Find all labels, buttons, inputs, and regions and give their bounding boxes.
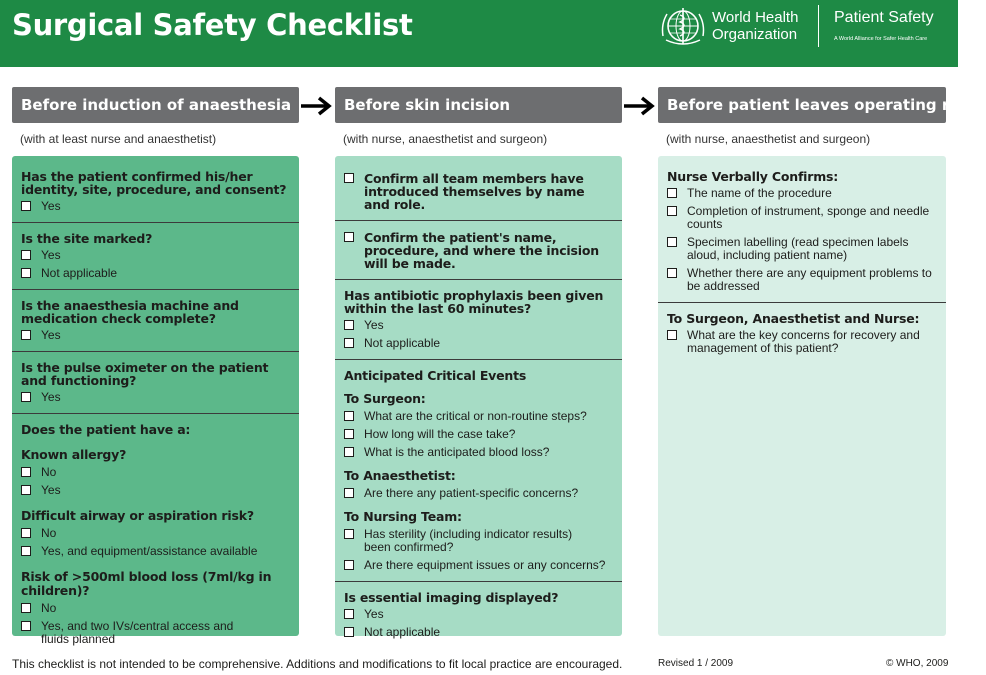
sub-question: Known allergy? — [21, 447, 127, 462]
checkbox[interactable] — [344, 232, 354, 242]
sign-out-panel — [658, 156, 946, 636]
checkbox[interactable] — [344, 338, 354, 348]
checkbox[interactable] — [667, 237, 677, 247]
question: Does the patient have a: — [21, 422, 191, 437]
checklist-section — [335, 582, 622, 648]
footer-note: This checklist is not intended to be comprehensive. Additions and modifications to fit local practice are encouraged. — [12, 657, 623, 671]
checkbox[interactable] — [21, 467, 31, 477]
checkbox[interactable] — [344, 320, 354, 330]
question: Is the pulse oximeter on the patient and functioning? — [21, 360, 269, 388]
checkbox[interactable] — [344, 488, 354, 498]
checkbox[interactable] — [21, 603, 31, 613]
question: Is the site marked? — [21, 231, 153, 246]
checklist-item[interactable]: Not applicable — [344, 337, 614, 350]
checklist-item[interactable]: What is the anticipated blood loss? — [344, 446, 614, 459]
checklist-item[interactable]: What are the critical or non-routine steps? — [344, 410, 614, 423]
sign-in-panel — [12, 156, 299, 646]
checklist-item[interactable]: Are there any patient-specific concerns? — [344, 487, 614, 500]
checkbox[interactable] — [21, 621, 31, 631]
checklist-section — [12, 290, 299, 352]
checklist-item[interactable]: Completion of instrument, sponge and needle counts — [667, 205, 938, 231]
phase-heading-1: Before induction of anaesthesia — [12, 87, 299, 123]
checklist-item[interactable]: Not applicable — [21, 267, 291, 280]
checkbox[interactable] — [21, 268, 31, 278]
checkbox[interactable] — [667, 206, 677, 216]
checkbox[interactable] — [21, 392, 31, 402]
question: Is the anaesthesia machine and medication check complete? — [21, 298, 239, 326]
checklist-item[interactable]: Yes — [21, 329, 291, 342]
checklist-item[interactable]: Specimen labelling (read specimen labels aloud, including patient name) — [667, 236, 938, 262]
revision-label: Revised 1 / 2009 — [658, 658, 734, 669]
checkbox[interactable] — [344, 447, 354, 457]
checklist-section — [658, 156, 946, 303]
checkbox[interactable] — [667, 268, 677, 278]
checklist-item[interactable]: Not applicable — [344, 626, 614, 639]
checkbox[interactable] — [21, 330, 31, 340]
checkbox[interactable] — [21, 201, 31, 211]
question: Is essential imaging displayed? — [344, 590, 559, 605]
checklist-item[interactable]: Yes — [344, 608, 614, 621]
checkbox[interactable] — [21, 546, 31, 556]
phase-subtitle-1: (with at least nurse and anaesthetist) — [20, 132, 217, 146]
checklist-item[interactable]: What are the key concerns for recovery and management of this patient? — [667, 329, 938, 355]
copyright-label: © WHO, 2009 — [886, 658, 949, 669]
checkbox[interactable] — [344, 411, 354, 421]
checkbox[interactable] — [344, 429, 354, 439]
question: Nurse Verbally Confirms: — [667, 169, 839, 184]
checklist-section — [335, 221, 622, 280]
checklist-section — [12, 414, 299, 655]
checklist-item[interactable]: Confirm all team members have introduced themselves by name and role. — [344, 172, 614, 211]
checklist-item[interactable]: Yes — [21, 249, 291, 262]
checkbox[interactable] — [344, 609, 354, 619]
checklist-section — [335, 156, 622, 221]
phase-heading-3: Before patient leaves operating room — [658, 87, 946, 123]
question: To Surgeon, Anaesthetist and Nurse: — [667, 311, 920, 326]
checkbox[interactable] — [21, 485, 31, 495]
checkbox[interactable] — [344, 173, 354, 183]
checklist-item[interactable]: Yes, and two IVs/central access and fluids planned — [21, 620, 291, 646]
checklist-item[interactable]: Confirm the patient's name, procedure, and where the incision will be made. — [344, 231, 614, 270]
who-name: World Health Organization — [712, 9, 799, 43]
checklist-section — [335, 360, 622, 582]
question: Anticipated Critical Events — [344, 368, 527, 383]
checklist-item[interactable]: Are there equipment issues or any concerns? — [344, 559, 614, 572]
question: Has the patient confirmed his/her identity, site, procedure, and consent? — [21, 169, 287, 197]
patient-safety-title: Patient Safety — [834, 9, 934, 26]
checkbox[interactable] — [21, 250, 31, 260]
checklist-item[interactable]: Yes — [21, 200, 291, 213]
page-title: Surgical Safety Checklist — [12, 8, 413, 42]
patient-safety-subtitle: A World Alliance for Safer Health Care — [834, 36, 928, 42]
checklist-section — [658, 303, 946, 364]
checkbox[interactable] — [344, 529, 354, 539]
checklist-section — [12, 156, 299, 223]
checkbox[interactable] — [667, 188, 677, 198]
checklist-item[interactable]: How long will the case take? — [344, 428, 614, 441]
checklist-item[interactable]: No — [21, 602, 291, 615]
checkbox[interactable] — [344, 627, 354, 637]
time-out-panel — [335, 156, 622, 639]
checklist-item[interactable]: Has sterility (including indicator results) been confirmed? — [344, 528, 614, 554]
checklist-item[interactable]: No — [21, 466, 291, 479]
checkbox[interactable] — [344, 560, 354, 570]
checklist-item[interactable]: Yes — [21, 484, 291, 497]
phase-heading-2: Before skin incision — [335, 87, 622, 123]
checklist-item[interactable]: The name of the procedure — [667, 187, 938, 200]
who-emblem-icon — [658, 6, 708, 48]
arrow-right-icon — [299, 96, 335, 116]
checklist-item[interactable]: No — [21, 527, 291, 540]
checkbox[interactable] — [667, 330, 677, 340]
checklist-section — [12, 352, 299, 414]
checklist-item[interactable]: Yes, and equipment/assistance available — [21, 545, 291, 558]
sub-question: To Anaesthetist: — [344, 468, 456, 483]
checklist-item[interactable]: Whether there are any equipment problems to be addressed — [667, 267, 938, 293]
phase-subtitle-3: (with nurse, anaesthetist and surgeon) — [666, 132, 871, 146]
checklist-section — [12, 223, 299, 290]
checkbox[interactable] — [21, 528, 31, 538]
header-divider — [818, 5, 819, 47]
sub-question: To Nursing Team: — [344, 509, 462, 524]
header-banner — [0, 0, 958, 67]
checklist-section — [335, 280, 622, 360]
question: Has antibiotic prophylaxis been given within the last 60 minutes? — [344, 288, 604, 316]
arrow-right-icon — [622, 96, 658, 116]
sub-question: Difficult airway or aspiration risk? — [21, 508, 254, 523]
checklist-item[interactable]: Yes — [344, 319, 614, 332]
checklist-item[interactable]: Yes — [21, 391, 291, 404]
sub-question: To Surgeon: — [344, 391, 426, 406]
phase-subtitle-2: (with nurse, anaesthetist and surgeon) — [343, 132, 548, 146]
sub-question: Risk of >500ml blood loss (7ml/kg in children)? — [21, 569, 272, 598]
